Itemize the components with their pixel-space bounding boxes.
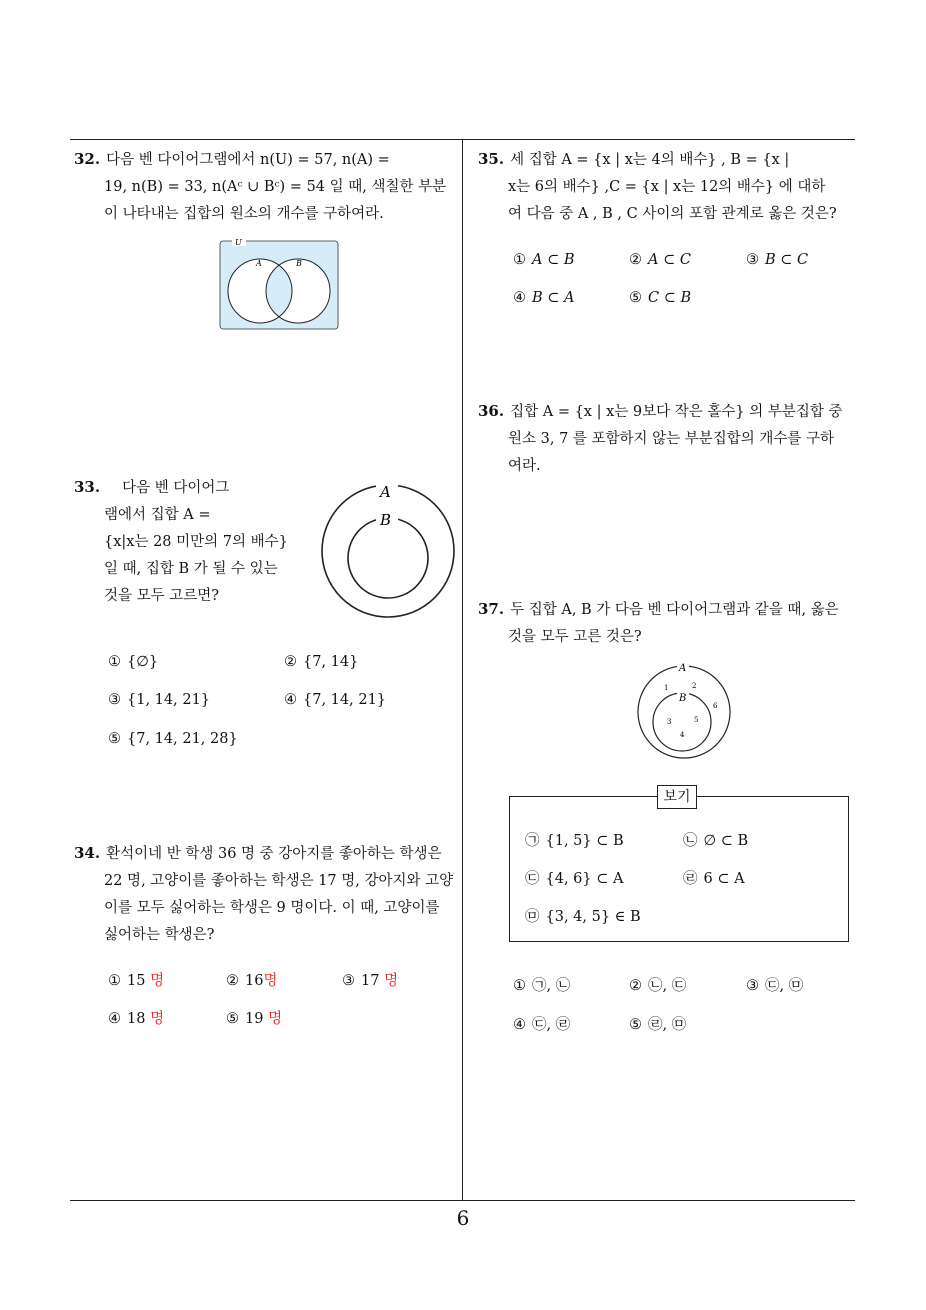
u-label: U <box>235 238 242 247</box>
option-1[interactable]: ① A ⊂ B <box>513 252 575 268</box>
option-4[interactable]: ④ 18 명 <box>108 1011 165 1027</box>
question-32 <box>74 146 459 228</box>
option-3[interactable]: ③ 17 명 <box>342 973 399 989</box>
bogi-item-5: ㉤ {3, 4, 5} ∈ B <box>525 909 641 925</box>
option-1[interactable]: ① 15 명 <box>108 973 165 989</box>
a-label: A <box>380 483 391 501</box>
option-5[interactable]: ⑤ C ⊂ B <box>629 290 692 306</box>
question-text: 램에서 집합 A = <box>104 507 211 523</box>
venn-diagram-32 <box>218 236 342 332</box>
bogi-item-2: ㉡ ∅ ⊂ B <box>683 833 749 849</box>
option-2[interactable]: ② A ⊂ C <box>629 252 691 268</box>
question-text: x는 6의 배수} ,C = {x | x는 12의 배수} 에 대하 <box>508 179 826 195</box>
option-4[interactable]: ④ {7, 14, 21} <box>284 692 387 708</box>
option-5[interactable]: ⑤ 19 명 <box>226 1011 283 1027</box>
bogi-item-1: ㉠ {1, 5} ⊂ B <box>525 833 624 849</box>
b-label: B <box>380 511 392 529</box>
option-2[interactable]: ② ㉡, ㉢ <box>629 978 687 994</box>
venn-diagram-33 <box>318 478 458 620</box>
column-divider <box>462 139 463 1201</box>
option-2[interactable]: ② 16명 <box>226 973 278 989</box>
page-number: 6 <box>456 1206 470 1230</box>
bottom-rule <box>70 1200 855 1201</box>
question-text: 다음 벤 다이어그램에서 n(U) = 57, n(A) = <box>106 152 390 168</box>
set-b-circle <box>348 518 428 598</box>
element-2: 2 <box>692 682 697 690</box>
a-label: A <box>256 259 262 268</box>
question-text: 싫어하는 학생은? <box>104 927 215 943</box>
option-4[interactable]: ④ ㉢, ㉣ <box>513 1017 571 1033</box>
question-number: 37. <box>478 600 505 618</box>
question-text: 집합 A = {x | x는 9보다 작은 홀수} 의 부분집합 중 <box>510 404 843 420</box>
question-text: 것을 모두 고르면? <box>104 588 220 604</box>
question-text: 22 명, 고양이를 좋아하는 학생은 17 명, 강아지와 고양 <box>104 873 454 889</box>
venn-diagram-37 <box>636 660 734 760</box>
element-6: 6 <box>713 702 718 710</box>
question-text: 19, n(B) = 33, n(Aᶜ ∪ Bᶜ) = 54 일 때, 색칠한 부분 <box>104 179 447 195</box>
element-3: 3 <box>667 718 672 726</box>
bogi-label: 보기 <box>657 785 697 809</box>
option-1[interactable]: ① ㉠, ㉡ <box>513 978 571 994</box>
question-number: 32. <box>74 150 101 168</box>
option-3[interactable]: ③ {1, 14, 21} <box>108 692 211 708</box>
question-number: 34. <box>74 844 101 862</box>
question-number: 36. <box>478 402 505 420</box>
option-3[interactable]: ③ B ⊂ C <box>746 252 809 268</box>
a-label: A <box>679 663 687 674</box>
question-text: 여라. <box>508 458 541 474</box>
question-37 <box>478 596 863 651</box>
set-a-circle <box>638 666 730 758</box>
b-label: B <box>296 259 302 268</box>
question-text: 두 집합 A, B 가 다음 벤 다이어그램과 같을 때, 옳은 <box>510 602 839 618</box>
option-5[interactable]: ⑤ {7, 14, 21, 28} <box>108 731 238 747</box>
question-text: 여 다음 중 A , B , C 사이의 포함 관계로 옳은 것은? <box>508 206 837 222</box>
question-text: 이를 모두 싫어하는 학생은 9 명이다. 이 때, 고양이를 <box>104 900 440 916</box>
question-33 <box>74 474 299 610</box>
question-text: {x|x는 28 미만의 7의 배수} <box>104 534 288 550</box>
question-text: 이 나타내는 집합의 원소의 개수를 구하여라. <box>104 206 384 222</box>
question-number: 33. <box>74 478 101 496</box>
question-text: 것을 모두 고른 것은? <box>508 629 642 645</box>
question-text: 다음 벤 다이어그 <box>122 480 230 496</box>
element-1: 1 <box>664 684 669 692</box>
question-35 <box>478 146 863 228</box>
b-label: B <box>679 693 687 704</box>
question-text: 원소 3, 7 를 포함하지 않는 부분집합의 개수를 구하 <box>508 431 835 447</box>
question-34 <box>74 840 459 949</box>
question-number: 35. <box>478 150 505 168</box>
element-5: 5 <box>694 716 699 724</box>
question-text: 일 때, 집합 B 가 될 수 있는 <box>104 561 278 577</box>
option-2[interactable]: ② {7, 14} <box>284 654 359 670</box>
element-4: 4 <box>680 731 685 739</box>
option-5[interactable]: ⑤ ㉣, ㉤ <box>629 1017 687 1033</box>
question-36 <box>478 398 863 480</box>
bogi-item-4: ㉣ 6 ⊂ A <box>683 871 745 887</box>
question-text: 환석이네 반 학생 36 명 중 강아지를 좋아하는 학생은 <box>106 846 442 862</box>
bogi-item-3: ㉢ {4, 6} ⊂ A <box>525 871 624 887</box>
question-text: 세 집합 A = {x | x는 4의 배수} , B = {x | <box>510 152 790 168</box>
option-3[interactable]: ③ ㉢, ㉤ <box>746 978 804 994</box>
option-4[interactable]: ④ B ⊂ A <box>513 290 575 306</box>
option-1[interactable]: ① {∅} <box>108 654 159 670</box>
